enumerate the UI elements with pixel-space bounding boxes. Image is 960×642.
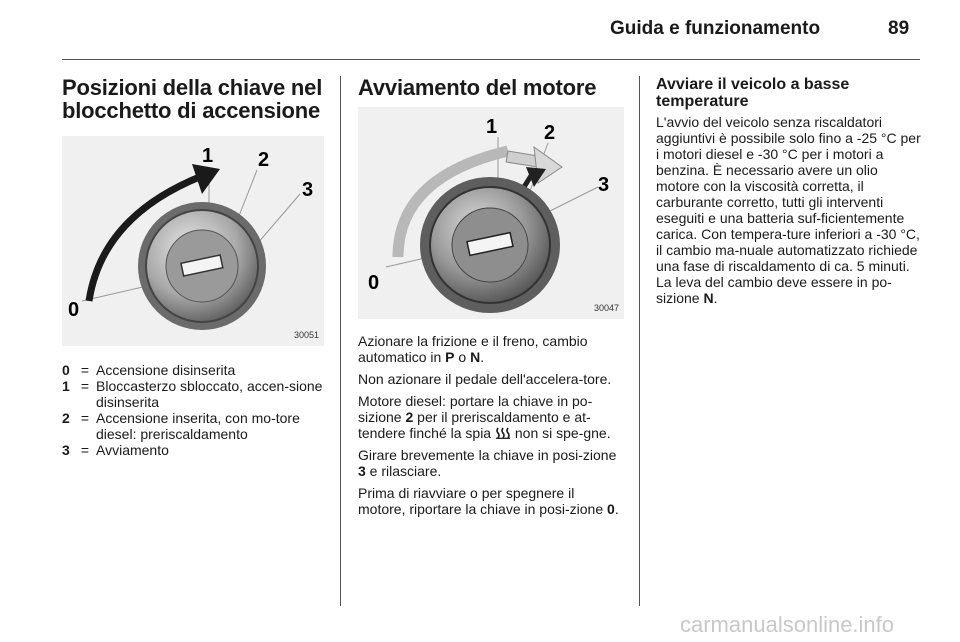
header-title: Guida e funzionamento: [610, 18, 821, 39]
ignition-lock-figure: [62, 136, 324, 346]
paragraph: Non azionare il pedale dell'accelera-tore.: [358, 371, 612, 387]
legend-equals: =: [80, 362, 90, 378]
figure2-label-2: 2: [544, 122, 556, 144]
column-divider-2: [639, 76, 640, 606]
legend-equals: =: [80, 410, 90, 426]
legend-equals: =: [80, 442, 90, 458]
figure1-label-1: 1: [202, 145, 214, 167]
legend-text: Bloccasterzo sbloccato, accen-sione disinserita: [96, 378, 323, 410]
column-ignition-positions: [62, 76, 324, 458]
engine-start-figure: [358, 107, 624, 319]
legend-row: [62, 442, 324, 458]
legend-key: 0: [62, 362, 70, 378]
figure1-number: 30051: [293, 330, 319, 340]
paragraph: Azionare la frizione e il freno, cambio automatico in P o N.: [358, 333, 588, 365]
watermark: carmanualsonline.info: [680, 612, 895, 637]
column-low-temperature-start: [656, 76, 924, 312]
section-heading-engine-start: Avviamento del motore: [358, 75, 597, 100]
column-divider-1: [340, 76, 341, 606]
engine-start-illustration: [358, 107, 624, 319]
legend-row: [62, 362, 324, 378]
engine-start-text: [358, 333, 624, 517]
figure2-label-3: 3: [598, 174, 610, 196]
figure2-label-1: 1: [486, 116, 498, 138]
column-engine-start: [358, 76, 624, 523]
preheat-warning-icon: [495, 426, 511, 438]
legend-row: [62, 378, 324, 410]
legend-key: 1: [62, 378, 70, 394]
paragraph: Prima di riavviare o per spegnere il motore, riportare la chiave in posi-zione 0.: [358, 485, 619, 517]
paragraph: Girare brevemente la chiave in posi-zione 3 e rilasciare.: [358, 447, 617, 479]
figure2-label-0: 0: [368, 272, 380, 294]
legend-key: 3: [62, 442, 70, 458]
legend-text: Accensione disinserita: [96, 362, 236, 378]
legend-row: [62, 410, 324, 442]
section-heading-low-temperature: Avviare il veicolo a basse temperature: [656, 76, 850, 110]
figure1-label-0: 0: [68, 299, 80, 321]
legend-key: 2: [62, 410, 70, 426]
section-heading-ignition-positions: Posizioni della chiave nel blocchetto di accensione: [62, 75, 323, 123]
paragraph: L'avvio del veicolo senza riscaldatori aggiuntivi è possibile solo fino a -25 °C per i motori diesel e -30 °C per i motori a benzina. È necessario avere un olio motore con la viscosità corretta, il carburante corretto, tutti gli interventi eseguiti e una batteria suf-ficientemente carica. Con tempera-ture inferiori a -30 °C, il cambio ma-nuale automatizzato richiede una fase di riscaldamento di ca. 5 minuti. La leva del cambio deve essere in po-sizione N.: [656, 114, 921, 306]
position-legend: [62, 362, 324, 458]
legend-text: Accensione inserita, con mo-tore diesel: preriscaldamento: [96, 410, 300, 442]
page-number: 89: [888, 18, 910, 39]
header-divider: [62, 59, 920, 60]
paragraph: Motore diesel: portare la chiave in po-sizione 2 per il preriscaldamento e at-tendere finché la spia non si spe-gne.: [358, 393, 611, 441]
figure2-number: 30047: [593, 303, 619, 313]
legend-equals: =: [80, 378, 90, 394]
figure1-label-3: 3: [302, 179, 314, 201]
figure1-label-2: 2: [258, 149, 270, 171]
ignition-lock-illustration: [62, 136, 324, 346]
legend-text: Avviamento: [96, 442, 169, 458]
